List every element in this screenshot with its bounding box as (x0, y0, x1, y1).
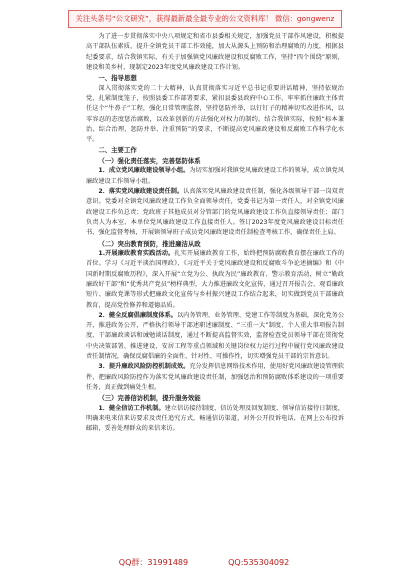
item-text: 扎实开展廉政教育工作，始终把预防腐败教育摆在廉政工作的首位。学习《习近平谈治国理政》、《习近平关于党风廉政建设和反腐败斗争论述摘编》和《中国新时期反腐败历程》，深入开展“立党为公、执政为民”廉政教育、警示教育活动，树立“勤政廉政好干部”和“优秀共产党员”榜样典型，大力推进廉政文化宣传，通过召开报告会、观看廉政短片、廉政党课等形式把廉政文化宣传与乡村振兴建设工作结合起来，切实做到党员干部廉政教育，提高党性修养和道德品质。 (86, 250, 345, 309)
item-lead: 2．落实党风廉政建设责任制。 (98, 188, 184, 196)
subsection-heading-education: （二）突出教育预防，推进廉洁从政 (98, 239, 201, 248)
item-responsibility-system (86, 187, 344, 238)
item-text: 认真落实党风廉政建设责任制，强化各级领导干部一岗双责意识。党委对全镇党风廉政建设工作负全面领导责任，党委书记为第一责任人，对全镇党风廉政建设工作负总责；党政班子其他成员对分管部门的党风廉政建设工作负直接领导责任；部门负责人为本室、本单位党风廉政建设工作直接责任人。签订2023年度党风廉政建设目标责任书，强化监督考核，开展镇领导班子成员党风廉政建设责任制检查考核工作，确保责任上肩。 (86, 188, 345, 237)
item-system-building (86, 311, 344, 362)
item-text: 以内务管理、业务管理、党建工作等制度为基础，深化党务公开，推进政务公开，严格执行领导干部述职述廉制度、“三重一大”制度、个人重大事项报告制度、干部廉政谈话和诫勉谈话制度，通过不断提高监督实效，监督检查党员领导干部在贯彻党中央决策部署、推进建设、安居工程等重点领域和关键岗位权力运行过程中履行党风廉政建设责任制情况，确保反腐倡廉的全面性、针对性、可操作性，切实增强党员干部的宗旨意识。 (86, 311, 345, 361)
subsection-heading-responsibility: （一）强化责任落实，完善惩防体系 (98, 156, 201, 165)
item-leading-group (86, 166, 344, 187)
item-lead: 1．健全信访工作机制。 (98, 404, 165, 412)
item-education-activity (86, 249, 344, 311)
section-heading-guiding-ideology: 一、指导思想 (98, 74, 137, 83)
intro-paragraph: 为了进一步贯彻落实中央八项规定和省市县委相关规定，加强党员干部作风建设，积极提高干部队伍素质，提升全镇党员干部工作效能，加大从源头上预防和治理腐败的力度，根据县纪委要求，结合我镇实际，有关于加强镇党风廉政建设和反腐败工作，坚持“四个围绕”原则，建设和美乡村，现制定2023年度党风廉政建设工作计划。 (86, 33, 344, 71)
item-lead: 2．健全反腐倡廉制度体系。 (98, 311, 177, 319)
item-lead: 1.开展廉政教育实践活动。 (98, 250, 175, 258)
section-heading-main-work: 二、主要工作 (98, 146, 137, 155)
item-risk-control (86, 362, 344, 393)
document-body (86, 32, 344, 435)
page-footer (0, 555, 408, 569)
header-banner-text: 关注头条号“公文研究”，获得最新最全最专业的公文资料库！ 微信：gongwenz (75, 14, 335, 23)
item-lead: 1．成立党风廉政建设领导小组。 (98, 167, 190, 175)
guiding-ideology-paragraph: 深入贯彻落实党的二十大精神，认真贯彻落实习近平总书记重要讲话精神，坚持依规治党，扎紧制度笼子，按照县委工作部署要求，紧扣县委县政府中心工作，牢牢抓住廉政主体责任这个“牛鼻子”工程，强化日常管理监督，坚持惩防并举，以钉钉子的精神切实改进作风，以零容忍的态度惩治腐败，以改革创新的方法强化对权力的制约。结合我镇实际，按照“标本兼治、综合治理、惩防并举、注重预防”的要求，不断提高党风廉政建设和反腐败工作科学化水平。 (86, 84, 344, 144)
subsection-heading-petition: （三）完善信访机制，提升服务效能 (98, 394, 201, 403)
item-text: 充分发挥信息网络技术作用，使用好党风廉政建设管理软件，把廉政风险防控作为落实党风廉政建设责任制，加强惩治和预防腐败体系建设的一项重要任务，真正做到痛处生根。 (86, 363, 345, 391)
footer-qq: QQ:535304092 (228, 557, 290, 567)
item-text: 建立信访接待制度、信访处理及回复制度、领导信访接待日制度，明确来电来信来访要求及责任追究方式，畅通信访渠道，对外公开投诉电话，在网上公布投诉邮箱，妥善处理群众的来信来访。 (86, 404, 345, 433)
header-banner (68, 10, 342, 28)
footer-qq-group: QQ群：31991489 (118, 557, 189, 567)
item-text: 为切实加强对我镇党风廉政建设工作的领导，成立镇党风廉政建设工作领导小组。 (86, 167, 345, 185)
item-lead: 3．提升廉政风险防控机制成效。 (98, 363, 190, 371)
item-petition-mechanism (86, 404, 344, 435)
